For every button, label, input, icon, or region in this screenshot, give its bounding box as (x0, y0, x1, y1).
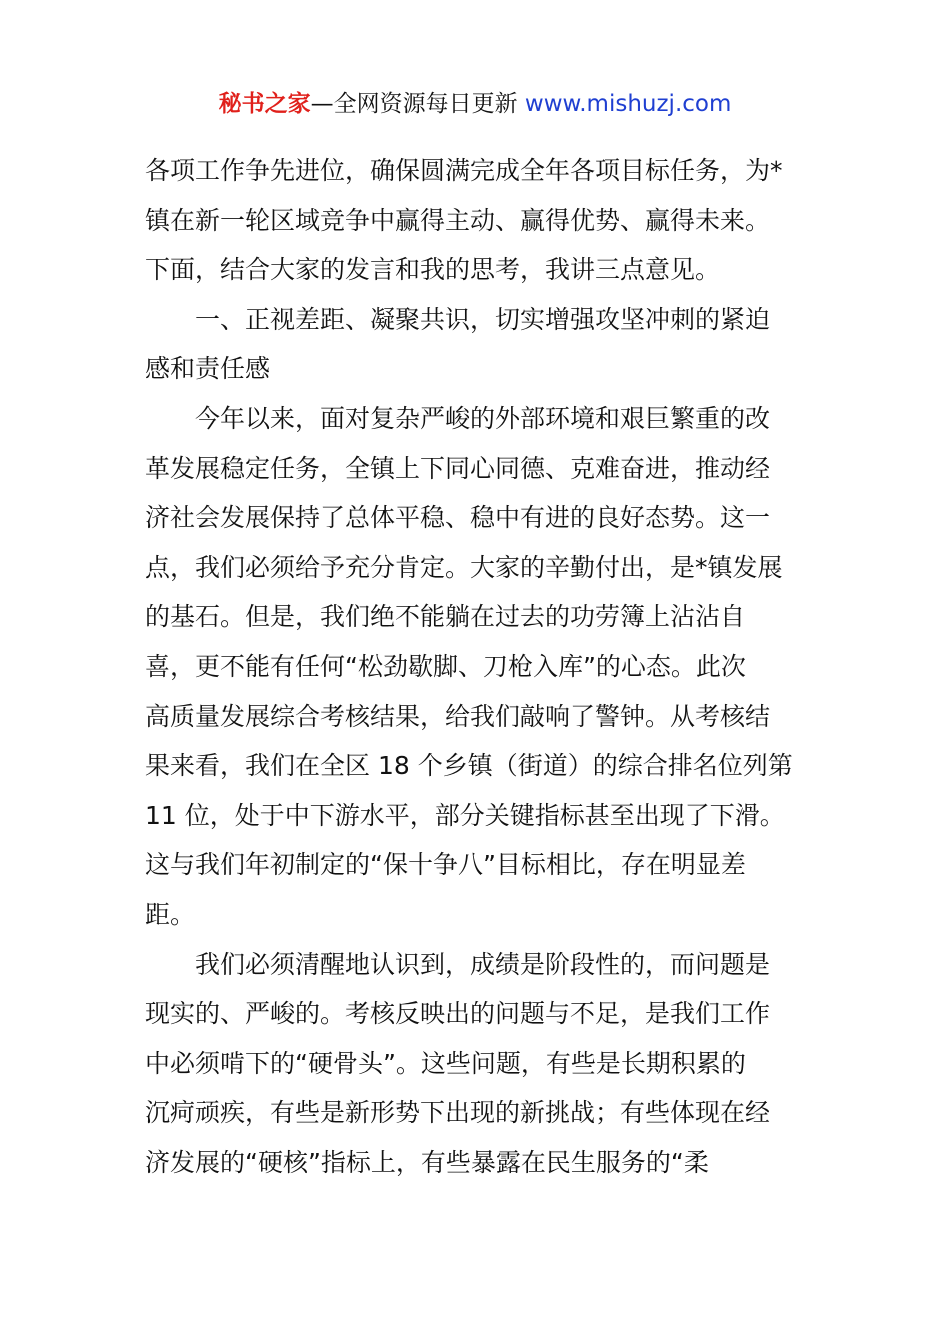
text-line: 喜，更不能有任何“松劲歇脚、刀枪入库”的心态。此次 (145, 651, 746, 681)
text-line: 济社会发展保持了总体平稳、稳中有进的良好态势。这一 (145, 503, 771, 533)
site-url: www.mishuzj.com (524, 91, 732, 117)
text-line: 镇在新一轮区域竞争中赢得主动、赢得优势、赢得未来。 (145, 205, 771, 235)
brand-name: 秘书之家 (218, 91, 311, 117)
text-line: 各项工作争先进位，确保圆满完成全年各项目标任务，为* (145, 156, 783, 185)
text-line: 高质量发展综合考核结果，给我们敲响了警钟。从考核结 (145, 701, 771, 731)
header-slogan: —全网资源每日更新 (310, 91, 518, 117)
text-line: 这与我们年初制定的“保十争八”目标相比，存在明显差 (145, 850, 746, 880)
document-body (145, 146, 807, 1187)
text-line: 我们必须清醒地认识到，成绩是阶段性的，而问题是 (195, 949, 771, 979)
text-line: 今年以来，面对复杂严峻的外部环境和艰巨繁重的改 (195, 403, 771, 433)
text-line: 的基石。但是，我们绝不能躺在过去的功劳簿上沾沾自 (145, 602, 746, 632)
text-line: 11 位，处于中下游水平，部分关键指标甚至出现了下滑。 (145, 800, 785, 830)
text-line: 下面，结合大家的发言和我的思考，我讲三点意见。 (145, 255, 721, 285)
text-line: 现实的、严峻的。考核反映出的问题与不足，是我们工作 (145, 999, 771, 1029)
text-line: 革发展稳定任务，全镇上下同心同德、克难奋进，推动经 (145, 453, 771, 483)
text-line: 果来看，我们在全区 18 个乡镇（街道）的综合排名位列第 (145, 751, 793, 781)
page-header (0, 86, 950, 122)
text-line: 沉疴顽疾，有些是新形势下出现的新挑战；有些体现在经 (145, 1098, 771, 1128)
text-line: 济发展的“硬核”指标上，有些暴露在民生服务的“柔 (145, 1147, 709, 1177)
text-line: 点，我们必须给予充分肯定。大家的辛勤付出，是*镇发展 (145, 552, 783, 582)
section-heading-cont: 感和责任感 (145, 354, 271, 384)
section-heading: 一、正视差距、凝聚共识，切实增强攻坚冲刺的紧迫 (195, 304, 771, 334)
text-line: 中必须啃下的“硬骨头”。这些问题，有些是长期积累的 (145, 1048, 746, 1078)
text-line: 距。 (145, 899, 196, 929)
